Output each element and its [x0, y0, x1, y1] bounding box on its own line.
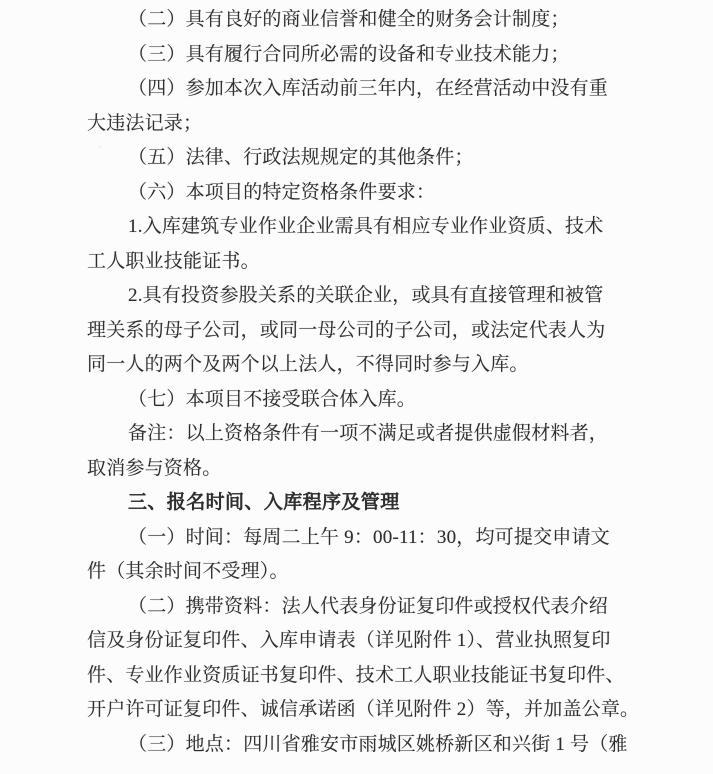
doc-line: （一）时间：每周二上午 9：00-11：30，均可提交申请文	[128, 526, 610, 548]
doc-line: 大违法记录；	[87, 112, 203, 134]
doc-line: 开户许可证复印件、诚信承诺函（详见附件 2）等，并加盖公章。	[87, 699, 640, 720]
document-text-block	[87, 3, 687, 762]
doc-line: （五）法律、行政法规规定的其他条件；	[128, 147, 474, 168]
doc-line: （三）具有履行合同所必需的设备和专业技术能力；	[128, 43, 570, 65]
section-heading: 三、报名时间、入库程序及管理	[128, 492, 400, 513]
doc-line: 取消参与资格。	[87, 457, 222, 479]
doc-line: （七）本项目不接受联合体入库。	[128, 388, 417, 410]
doc-line: 2.具有投资参股关系的关联企业，或具有直接管理和被管	[128, 285, 604, 306]
doc-line: 同一人的两个及两个以上法人，不得同时参与入库。	[87, 354, 529, 375]
doc-line: 工人职业技能证书。	[87, 250, 260, 272]
doc-line: 信及身份证复印件、入库申请表（详见附件 1）、营业执照复印	[87, 630, 611, 651]
doc-line: 件（其余时间不受理）。	[87, 561, 289, 582]
doc-line: 备注：以上资格条件有一项不满足或者提供虚假材料者，	[128, 423, 609, 444]
doc-line: （二）携带资料：法人代表身份证复印件或授权代表介绍	[128, 595, 609, 617]
doc-line: 1.入库建筑专业作业企业需具有相应专业作业资质、技术	[128, 216, 604, 237]
doc-line: （三）地点：四川省雅安市雨城区姚桥新区和兴街 1 号（雅	[128, 733, 628, 755]
doc-line: （二）具有良好的商业信誉和健全的财务会计制度；	[128, 9, 570, 30]
doc-line: 件、专业作业资质证书复印件、技术工人职业技能证书复印件、	[87, 664, 625, 686]
doc-line: 理关系的母子公司，或同一母公司的子公司，或法定代表人为	[87, 319, 606, 341]
doc-line: （四）参加本次入库活动前三年内，在经营活动中没有重	[128, 78, 609, 99]
doc-line: （六）本项目的特定资格条件要求：	[128, 181, 436, 203]
